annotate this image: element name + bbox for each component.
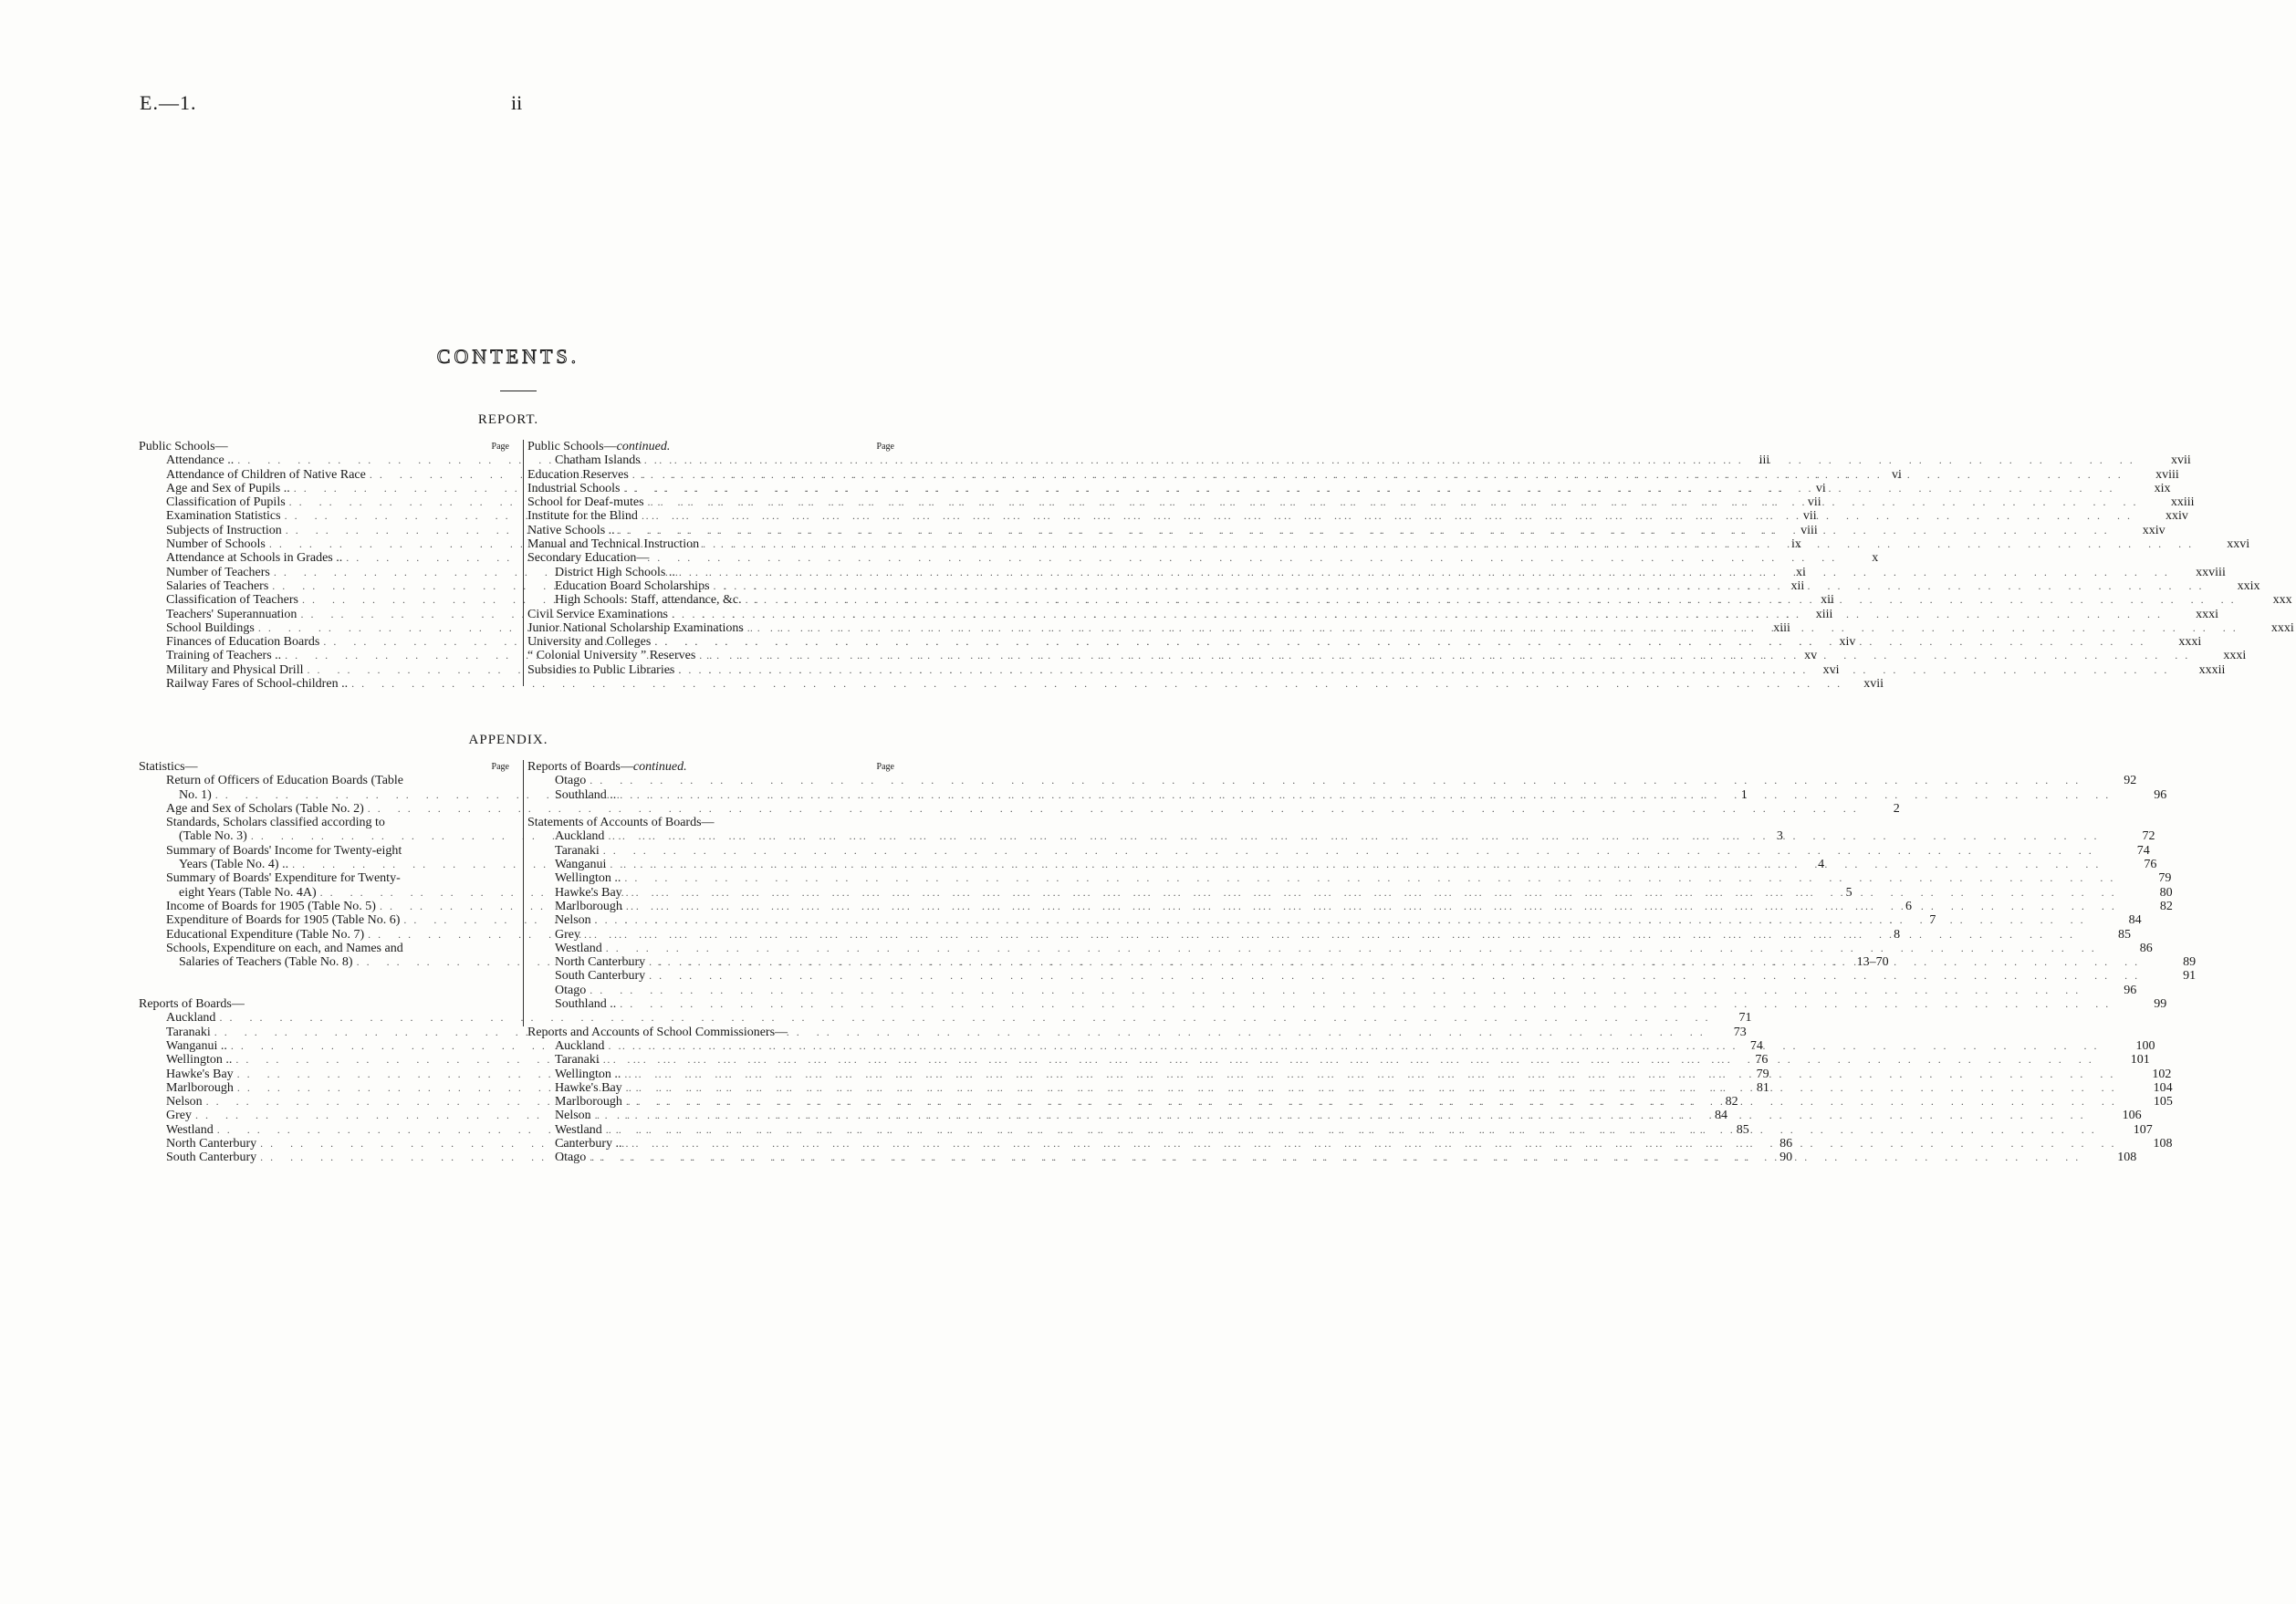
toc-entry-page: xviii [2155,467,2179,482]
toc-entry-page: x [1872,551,1879,566]
dot-leader [215,1011,1718,1025]
toc-entry-label: Attendance at Schools in Grades .. [166,551,343,566]
toc-entry-label: University and Colleges [527,635,652,650]
dot-leader [675,566,2178,579]
toc-entry-label: Marlborough [555,899,622,913]
toc-entry-label: Summary of Boards' Expenditure for Twenty- [166,871,401,886]
toc-entry-page: xxvi [2227,537,2250,552]
report-left-heading-row [139,440,513,453]
toc-entry-page: 6 [1905,899,1912,913]
toc-entry-page: xvi [1822,662,1840,677]
toc-entry-page: 7 [1929,913,1936,928]
toc-entry [527,969,2197,984]
toc-entry-page: 82 [2159,899,2173,913]
toc-entry-label: Native Schools .. [527,523,615,537]
toc-entry [527,913,2142,928]
toc-entry-label: Otago [555,1151,587,1165]
toc-entry-page: xxx [2272,593,2292,608]
toc-entry-page: 74 [1749,1038,1763,1053]
toc-entry-page: vii [1802,509,1817,524]
toc-entry-page: 2 [1893,801,1900,816]
toc-entry-label: North Canterbury [555,955,646,970]
toc-entry-label: Chatham Islands [555,453,641,468]
toc-entry-label: Wellington .. [166,1053,233,1068]
boards-heading: Reports of Boards— [139,997,245,1012]
toc-entry-label: Auckland [166,1011,216,1026]
toc-entry-page: 107 [2133,1122,2153,1137]
toc-entry-page: 4 [1818,858,1825,872]
toc-entry-label-continued: Salaries of Teachers (Table No. 8) [179,955,353,970]
toc-entry-page: 85 [1736,1122,1749,1137]
appendix-right-heading-row [527,760,898,774]
toc-entry-label: Summary of Boards' Income for Twenty-eight [166,843,402,858]
toc-entry-page: 80 [2159,885,2173,900]
toc-entry-page: 73 [1733,1025,1747,1039]
toc-entry-page: xxiv [2166,509,2188,524]
toc-entry-page: viii [1800,523,1818,537]
dot-leader [645,955,2148,969]
toc-entry-page: 79 [1756,1067,1769,1081]
dot-leader [699,537,2202,551]
appendix-left-heading-row [139,760,513,774]
toc-entry-page: vi [1815,481,1826,495]
toc-entry-label: District High Schools .. [555,565,675,579]
toc-entry-page: xxxi [2223,649,2247,663]
toc-entry-page: xv [1804,649,1818,663]
toc-entry-page: ix [1791,537,1801,552]
dot-leader [600,1053,2103,1067]
toc-entry-label: Junior National Scholarship Examinations [527,620,744,635]
toc-entry-page: 71 [1738,1011,1752,1026]
toc-entry-label: Teachers' Superannuation [166,607,297,621]
report-right-list [527,453,2294,677]
dot-leader [621,871,2124,885]
toc-entry-label: Education Board Scholarships [555,578,710,593]
toc-entry-label: Return of Officers of Education Boards (Table [166,774,404,788]
report-right-column [523,440,2294,686]
toc-entry-label: Number of Schools [166,537,266,552]
toc-entry-line [139,816,513,829]
toc-entry-page: 99 [2154,997,2167,1012]
toc-entry-label: Manual and Technical Instruction [527,537,700,552]
dot-leader [616,997,2119,1011]
toc-entry-page: xiii [1773,620,1790,635]
toc-entry-label: North Canterbury [166,1137,257,1151]
toc-entry-label: Marlborough [555,1095,622,1109]
dot-leader [580,928,2083,942]
toc-entry [527,927,2131,942]
toc-entry [527,843,2150,858]
report-right-heading-row [527,440,898,453]
toc-entry [139,1122,1749,1137]
dot-leader [606,858,2109,871]
toc-entry-label: Industrial Schools [527,481,621,495]
toc-entry-label: Westland [166,1122,214,1137]
toc-entry-label: Nelson [555,1109,591,1123]
toc-entry-page: 79 [2158,871,2172,886]
toc-entry-label: Nelson [555,913,591,928]
toc-entry-page: 91 [2183,969,2197,984]
dot-leader [710,579,2213,593]
toc-entry-page: 90 [1779,1151,1793,1165]
toc-entry-line [139,844,513,858]
toc-entry-page: vi [1891,467,1902,482]
toc-entry-page: xxiii [2170,495,2195,510]
dot-leader [674,663,2177,677]
toc-entry-page: xix [2154,481,2171,495]
toc-entry-page: 3 [1776,829,1783,844]
dot-leader [586,984,2089,997]
toc-entry [527,467,2179,482]
toc-entry-label: Examination Statistics [166,509,281,524]
toc-entry-page: 105 [2153,1095,2173,1109]
page-column-label: Page [491,762,509,772]
toc-entry-label-continued: Years (Table No. 4) .. [179,858,289,872]
section-heading: Statistics— [139,760,198,774]
toc-entry-label: Otago [555,983,587,997]
dot-leader [651,635,2154,649]
toc-entry-label: Grey [166,1109,192,1123]
dot-leader [622,886,2125,900]
dot-leader [621,1068,2124,1081]
toc-entry [527,983,2137,997]
toc-entry [139,1011,1752,1026]
toc-entry-page: 5 [1845,885,1852,900]
toc-entry-label: Marlborough [166,1080,234,1095]
toc-entry-label-continued: (Table No. 3) [179,829,247,844]
contents-title: CONTENTS. [436,345,580,368]
page-column-label: Page [876,442,894,452]
toc-entry-page: xxviii [2196,565,2226,579]
section-heading-continued: continued. [632,760,687,774]
toc-entry-label: Wellington .. [555,1067,621,1081]
toc-entry-label: Auckland [555,1038,605,1053]
toc-entry-label: Auckland [555,829,605,844]
toc-entry-label: Nelson [166,1095,203,1109]
toc-entry-label: Income of Boards for 1905 (Table No. 5) [166,899,376,913]
document-reference: E.—1. [140,91,197,114]
toc-entry-line [139,774,513,787]
toc-entry-page: 84 [1715,1109,1727,1123]
toc-entry-label: Southland .. [555,787,617,802]
toc-entry-line [139,871,513,885]
dot-leader [591,1109,2094,1122]
toc-entry-page: xi [1795,565,1806,579]
toc-entry-label: Hawke's Bay [555,1080,622,1095]
dot-leader [742,593,2245,607]
toc-entry [139,677,1884,692]
toc-entry-page: iii [1759,453,1770,468]
toc-entry-page: xvii [2170,453,2191,468]
dot-leader [591,913,2094,927]
statements-heading: Statements of Accounts of Boards— [527,816,715,830]
dot-leader [622,1081,2125,1095]
toc-entry [527,774,2137,788]
toc-entry-page: 104 [2153,1080,2173,1095]
toc-entry-label: Number of Teachers [166,565,270,579]
commissioners-heading: Reports and Accounts of School Commissioners— [527,1025,788,1039]
toc-entry-page: 82 [1725,1095,1738,1109]
toc-entry-page: 1 [1740,787,1748,802]
toc-entry-page: 72 [2142,829,2155,844]
toc-entry-label: Attendance .. [166,453,235,468]
toc-entry-label: Wellington .. [555,871,621,886]
dot-leader [621,1137,2124,1151]
toc-entry-label-continued: No. 1) [179,787,212,802]
toc-entry-page: 106 [2122,1109,2142,1123]
toc-entry-label: Expenditure of Boards for 1905 (Table No. 6) [166,913,401,928]
toc-entry-page: xxix [2237,578,2260,593]
toc-entry-page: 84 [2128,913,2142,928]
dot-leader [622,1095,2125,1109]
toc-entry-label: Hawke's Bay [555,885,622,900]
toc-entry-page: xiii [1815,607,1833,621]
toc-entry-page: 96 [2154,787,2167,802]
toc-entry-page: 96 [2124,983,2137,997]
toc-entry-label: Education Reserves [527,467,629,482]
toc-entry-label: Taranaki [555,1053,600,1068]
toc-entry [139,1137,1793,1151]
toc-entry-label: Attendance of Children of Native Race [166,467,366,482]
toc-entry-page: xii [1790,578,1805,593]
toc-entry-label: Training of Teachers .. [166,649,282,663]
toc-entry-label: Secondary Education— [527,551,650,566]
toc-entry-label: Wanganui .. [166,1038,227,1053]
section-heading: Public Schools— [527,440,617,453]
toc-entry-label: Westland [555,941,602,955]
toc-entry-page: xxxii [2198,662,2226,677]
toc-entry [527,885,2173,900]
page-column-label: Page [491,442,509,452]
dot-leader [638,509,2141,523]
toc-entry-page: 100 [2135,1038,2155,1053]
toc-entry [139,801,1900,816]
dot-leader [744,621,2247,635]
toc-entry-page: 13–70 [1856,955,1889,970]
dot-leader [604,829,2107,843]
toc-entry-page: xvii [1863,677,1884,692]
dot-leader [586,1151,2089,1164]
toc-entry-label: School Buildings [166,620,255,635]
toc-entry-label: High Schools: Staff, attendance, &c. [555,593,742,608]
dot-leader [695,649,2198,662]
toc-entry-page: 81 [1756,1080,1769,1095]
toc-entry-label: Subjects of Instruction [166,523,282,537]
toc-entry-label: Railway Fares of School-children .. [166,677,349,692]
toc-entry-label: Finances of Education Boards [166,635,320,650]
toc-entry-label-continued: eight Years (Table No. 4A) [179,885,317,900]
toc-entry-page: xxxi [2178,635,2202,650]
toc-entry-page: xxxi [2270,620,2294,635]
dot-leader [604,1039,2107,1053]
section-heading-continued: continued. [616,440,671,453]
toc-entry [527,787,2167,802]
appendix-title: APPENDIX. [468,733,548,747]
toc-entry-page: 108 [2153,1137,2173,1151]
dot-leader [641,453,2144,467]
toc-entry [527,899,2173,913]
report-title: REPORT. [477,412,539,427]
toc-entry-label: Grey [555,927,580,942]
toc-entry [527,858,2157,872]
toc-entry [527,829,2155,844]
dot-leader [600,844,2103,858]
toc-entry-label: Standards, Scholars classified according to [166,816,385,830]
section-heading: Public Schools— [139,440,228,453]
toc-entry-label: Subsidies to Public Libraries [527,662,675,677]
page-column-label: Page [876,762,894,772]
toc-entry-page: 101 [2130,1053,2150,1068]
page-number: ii [511,91,523,114]
toc-entry-label: Taranaki [166,1025,211,1039]
toc-entry [527,941,2153,955]
toc-entry-label: Classification of Teachers [166,593,298,608]
toc-entry-page: xxiv [2142,523,2166,537]
toc-entry-line [139,942,513,955]
toc-entry-label: Educational Expenditure (Table No. 7) [166,927,365,942]
toc-entry-page: 102 [2152,1067,2172,1081]
toc-entry-label: “ Colonial University ” Reserves [527,649,696,663]
toc-entry-label: Civil Service Examinations [527,607,668,621]
toc-entry-page: 76 [2144,858,2157,872]
toc-entry-page: 92 [2124,774,2137,788]
toc-entry-label: Westland [555,1122,602,1137]
dot-leader [586,774,2089,787]
section-heading: Reports of Boards— [527,760,633,774]
toc-entry-label: Age and Sex of Scholars (Table No. 2) [166,801,364,816]
toc-entry-page: 108 [2117,1151,2137,1165]
toc-entry-label: Southland .. [555,997,617,1012]
toc-entry-label: South Canterbury [166,1151,257,1165]
toc-entry-page: 86 [2139,941,2153,955]
dot-leader [644,495,2147,509]
dot-leader [645,969,2148,983]
toc-entry-label: Wanganui [555,858,607,872]
toc-entry-page: 8 [1894,927,1901,942]
toc-entry [527,997,2167,1012]
toc-entry-page: 89 [2183,955,2197,970]
toc-entry-label: Hawke's Bay [166,1067,234,1081]
toc-entry-label: Salaries of Teachers [166,578,269,593]
toc-entry-page: 85 [2118,927,2131,942]
dot-leader [615,524,2118,537]
toc-entry-label: School for Deaf-mutes [527,495,644,510]
toc-entry [527,871,2172,886]
toc-entry-page: vii [1807,495,1821,510]
toc-entry-page: 76 [1755,1053,1769,1068]
dot-leader [602,942,2105,955]
toc-entry-label: Canterbury .. [555,1137,622,1151]
appendix-right-boards-list [527,774,2167,802]
dot-leader [668,608,2171,621]
dot-leader [621,482,2124,495]
toc-entry-page: 74 [2136,843,2150,858]
toc-entry-page: xii [1821,593,1834,608]
toc-entry-label: Otago [555,774,587,788]
toc-entry-page: xiv [1839,635,1856,650]
toc-entry [527,551,898,565]
toc-entry-page: 86 [1779,1137,1793,1151]
toc-entry-label: Age and Sex of Pupils .. [166,481,290,495]
toc-entry-label: Military and Physical Drill [166,662,304,677]
dot-leader [629,468,2132,482]
toc-entry-page: xxxi [2196,607,2218,621]
dot-leader [602,1123,2105,1137]
dot-leader [211,1026,1714,1039]
toc-entry-label: Schools, Expenditure on each, and Names and [166,941,403,955]
dot-leader [616,788,2119,802]
dot-leader [622,900,2125,913]
toc-entry-label: Classification of Pupils [166,495,286,510]
toc-entry-label: Institute for the Blind [527,509,638,524]
toc-entry-label: South Canterbury [555,969,646,984]
toc-entry-label: Taranaki [555,843,600,858]
